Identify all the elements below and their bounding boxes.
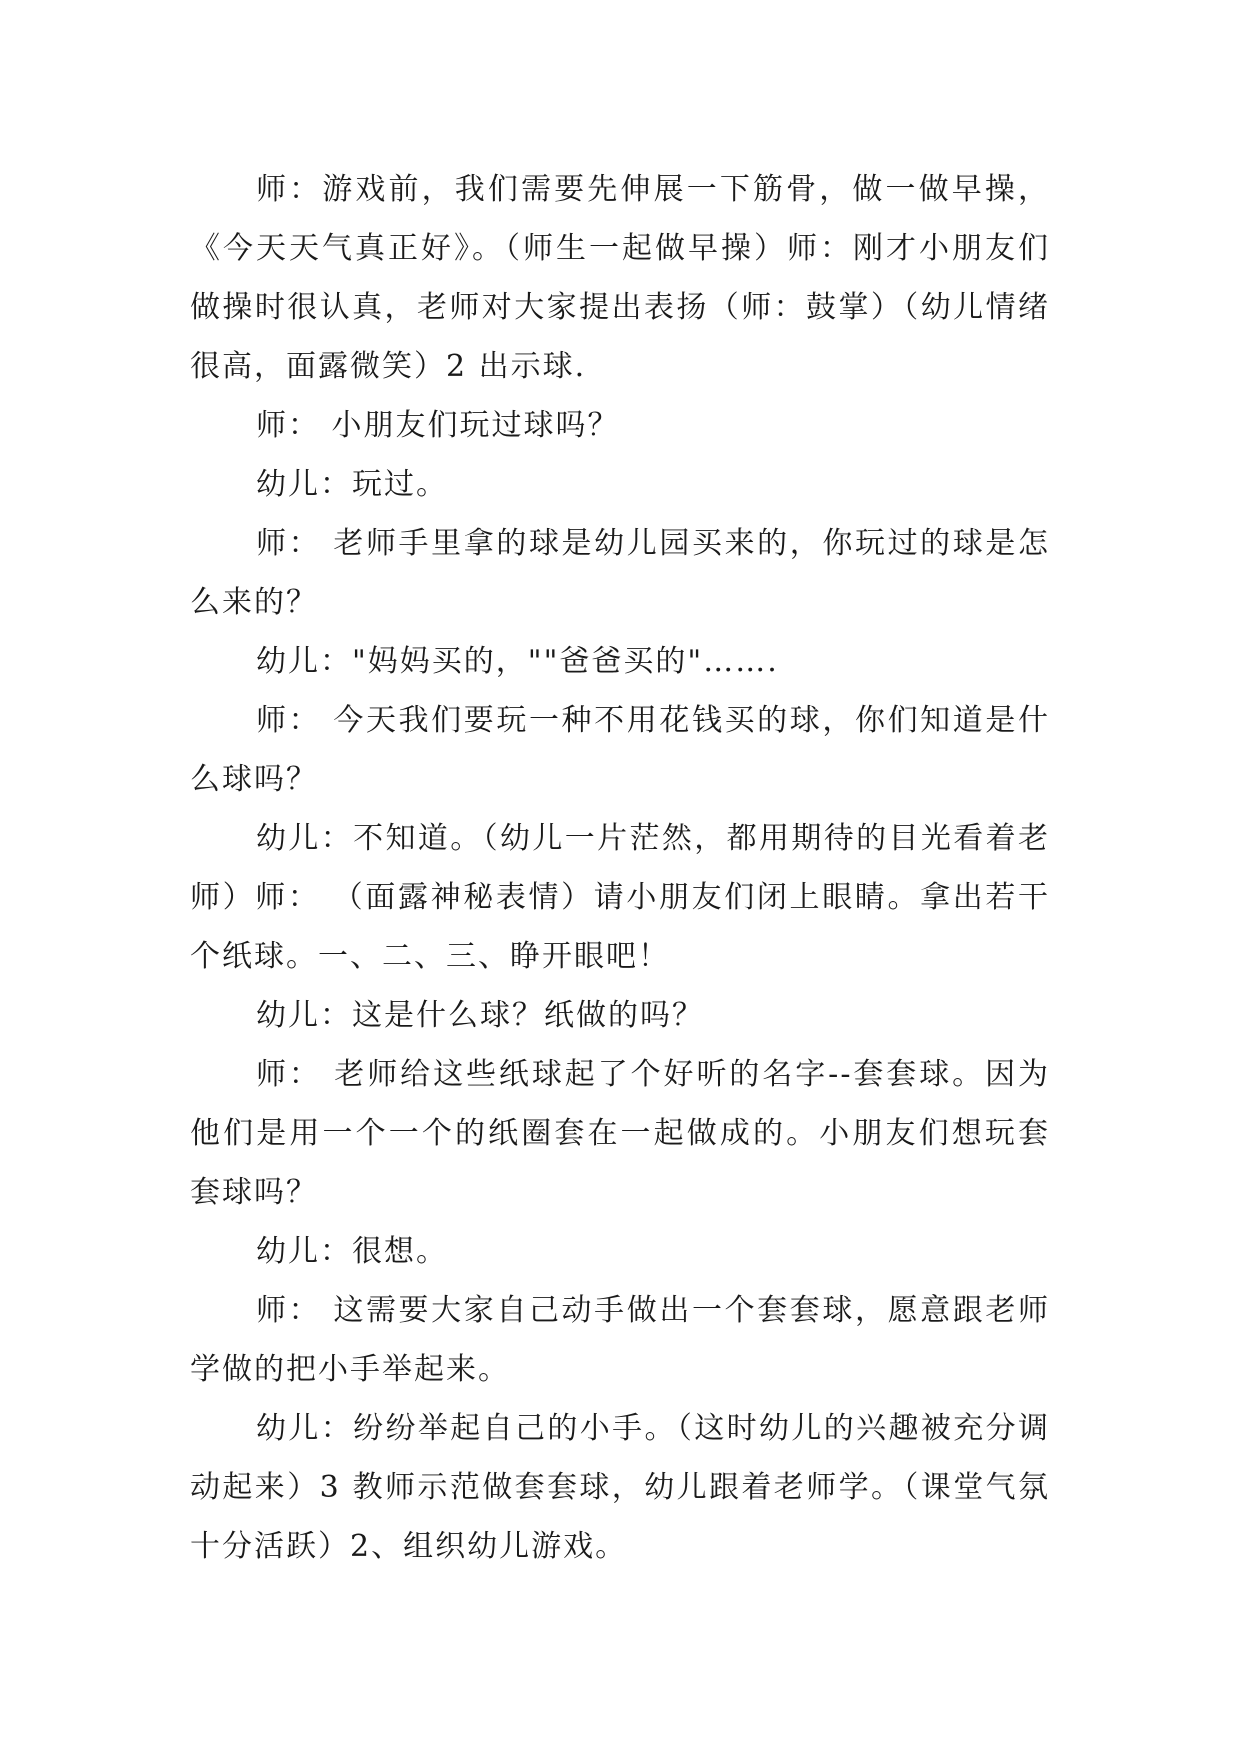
paragraph-teacher-make-ball: 师： 这需要大家自己动手做出一个套套球，愿意跟老师学做的把小手举起来。 — [190, 1293, 1050, 1387]
paragraph-child-answer-bought: 幼儿："妈妈买的，""爸爸买的"……. — [256, 644, 779, 679]
paragraph-teacher-question-played-ball: 师： 小朋友们玩过球吗？ — [256, 408, 620, 443]
paragraph-teacher-question-where-from: 师： 老师手里拿的球是幼儿园买来的，你玩过的球是怎么来的？ — [190, 526, 1050, 620]
paragraph-warmup-exercise: 师：游戏前，我们需要先伸展一下筋骨，做一做早操，《今天天气真正好》。（师生一起做早操）师：刚才小朋友们做操时很认真，老师对大家提出表扬（师：鼓掌）（幼儿情绪很高，面露微笑）2 出示球. — [190, 172, 1050, 384]
paragraph-child-what-ball: 幼儿：这是什么球？纸做的吗？ — [256, 998, 704, 1033]
paragraph-child-dont-know: 幼儿：不知道。（幼儿一片茫然，都用期待的目光看着老师）师： （面露神秘表情）请小朋友们闭上眼睛。拿出若干个纸球。一、二、三、睁开眼吧！ — [190, 821, 1050, 974]
paragraph-child-answer-played: 幼儿：玩过。 — [256, 467, 448, 502]
document-page — [190, 160, 1050, 1576]
paragraph-child-raise-hands: 幼儿：纷纷举起自己的小手。（这时幼儿的兴趣被充分调动起来）3 教师示范做套套球，幼儿跟着老师学。（课堂气氛十分活跃）2、组织幼儿游戏。 — [190, 1411, 1050, 1564]
paragraph-teacher-free-ball: 师： 今天我们要玩一种不用花钱买的球，你们知道是什么球吗？ — [190, 703, 1050, 797]
paragraph-teacher-names-ball: 师： 老师给这些纸球起了个好听的名字--套套球。因为他们是用一个一个的纸圈套在一起做成的。小朋友们想玩套套球吗？ — [190, 1057, 1050, 1210]
paragraph-child-want: 幼儿：很想。 — [256, 1234, 448, 1269]
